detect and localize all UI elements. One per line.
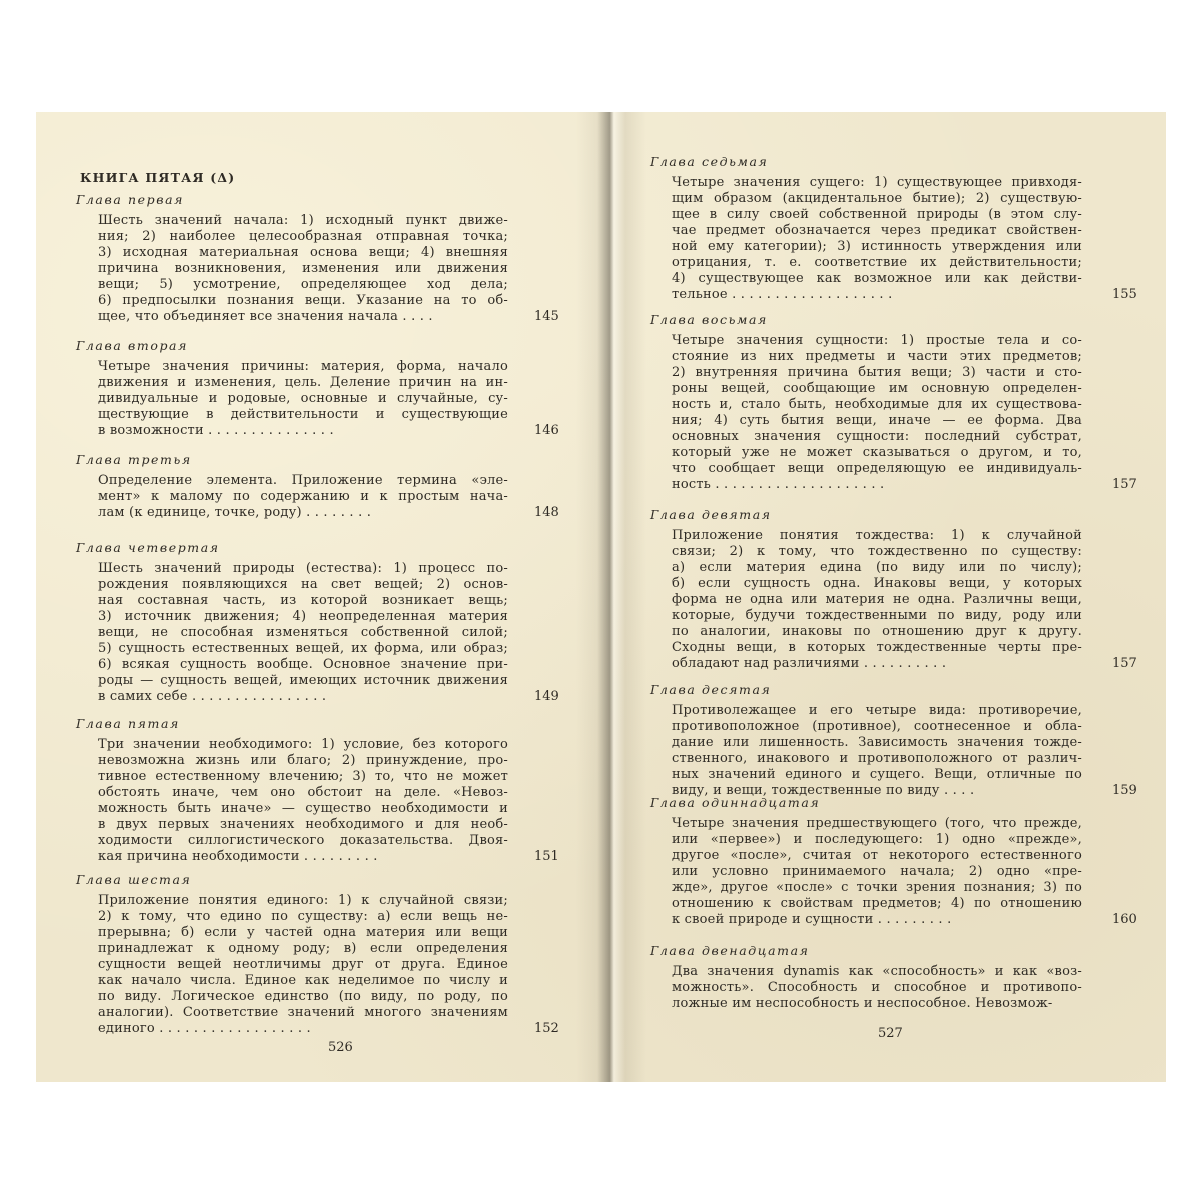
entry-line: Шесть значений природы (естества): 1) процесс по- xyxy=(98,561,508,576)
chapter-title: Глава пятая xyxy=(76,716,180,731)
entry-line: мент» к малому по содержанию и к простым нача- xyxy=(98,489,508,504)
entry-page-number: 149 xyxy=(534,689,559,704)
entry-line: прерывна; б) если у частей одна материя или вещи xyxy=(98,925,508,940)
entry-line: кая причина необходимости . . . . . . . . . xyxy=(98,849,378,864)
entry-line: основных значения сущности: последний субстрат, xyxy=(672,429,1082,444)
entry-line: Сходны вещи, в которых тождественные черты пре- xyxy=(672,640,1082,655)
entry-line: дивидуальные и родовые, основные и случайные, су- xyxy=(98,391,508,406)
chapter-title: Глава первая xyxy=(76,192,185,207)
right-page xyxy=(650,112,1150,1082)
entry-page-number: 145 xyxy=(534,309,559,324)
entry-line: ность . . . . . . . . . . . . . . . . . . . . xyxy=(672,477,885,492)
entry-line: жде», другое «после» с точки зрения познания; 3) по xyxy=(672,880,1082,895)
entry-line: или условно принимаемого начала; 2) одно «пре- xyxy=(672,864,1082,879)
chapter-title: Глава шестая xyxy=(76,872,192,887)
entry-line: Приложение понятия тождества: 1) к случайной xyxy=(672,528,1082,543)
entry-page-number: 157 xyxy=(1112,477,1137,492)
entry-line: можность быть иначе» — существо необходимости и xyxy=(98,801,508,816)
entry-line: обстоять иначе, чем оно обстоит на деле. «Невоз- xyxy=(98,785,508,800)
entry-line: ность и, стало быть, необходимые для их существова- xyxy=(672,397,1082,412)
entry-line: 4) существующее как возможное или как действи- xyxy=(672,271,1082,286)
chapter-title: Глава десятая xyxy=(650,682,772,697)
chapter-title: Глава девятая xyxy=(650,507,772,522)
chapter-title: Глава двенадцатая xyxy=(650,943,810,958)
chapter-title: Глава четвертая xyxy=(76,540,220,555)
entry-line: Четыре значения сущности: 1) простые тела и со- xyxy=(672,333,1082,348)
entry-page-number: 155 xyxy=(1112,287,1137,302)
entry-line: Два значения dynamis как «способность» и как «воз- xyxy=(672,964,1082,979)
entry-line: роды — сущность вещей, имеющих источник движения xyxy=(98,673,508,688)
entry-line: сущности вещей неотличимы друг от друга. Единое xyxy=(98,957,508,972)
chapter-title: Глава третья xyxy=(76,452,192,467)
entry-line: ложные им неспособность и неспособное. Невозмож- xyxy=(672,996,1053,1011)
entry-line: дание или лишенность. Зависимость значения тожде- xyxy=(672,735,1082,750)
entry-line: к своей природе и сущности . . . . . . . . . xyxy=(672,912,952,927)
entry-line: ния; 4) суть бытия вещи, иначе — ее форма. Два xyxy=(672,413,1082,428)
entry-line: в двух первых значениях необходимого и для необ- xyxy=(98,817,508,832)
entry-line: ных значений единого и сущего. Вещи, отличные по xyxy=(672,767,1082,782)
entry-line: лам (к единице, точке, роду) . . . . . . . . xyxy=(98,505,372,520)
left-page xyxy=(76,112,566,1082)
page-folio: 526 xyxy=(328,1040,353,1055)
entry-line: вещи, не способная изменяться собственной силой; xyxy=(98,625,508,640)
entry-line: которые, будучи тождественными по виду, роду или xyxy=(672,608,1082,623)
entry-line: рождения появляющихся на свет вещей; 2) основ- xyxy=(98,577,508,592)
entry-line: аналогии). Соответствие значений многого значениям xyxy=(98,1005,508,1020)
entry-line: который уже не может сказываться о другом, и то, xyxy=(672,445,1082,460)
entry-page-number: 148 xyxy=(534,505,559,520)
entry-line: в самих себе . . . . . . . . . . . . . . . . xyxy=(98,689,327,704)
entry-line: отрицания, т. е. соответствие их действительности; xyxy=(672,255,1082,270)
entry-page-number: 146 xyxy=(534,423,559,438)
chapter-title: Глава восьмая xyxy=(650,312,768,327)
chapter-title: Глава вторая xyxy=(76,338,188,353)
entry-line: что сообщает вещи определяющую ее индивидуаль- xyxy=(672,461,1082,476)
entry-line: Четыре значения предшествующего (того, что прежде, xyxy=(672,816,1082,831)
entry-line: ходимости силлогистического доказательства. Двоя- xyxy=(98,833,508,848)
entry-line: отношению к свойствам предметов; 4) по отношению xyxy=(672,896,1082,911)
page-folio: 527 xyxy=(878,1026,903,1041)
entry-page-number: 151 xyxy=(534,849,559,864)
entry-line: Четыре значения причины: материя, форма, начало xyxy=(98,359,508,374)
entry-line: ществующие в действительности и существующие xyxy=(98,407,508,422)
entry-line: Три значении необходимого: 1) условие, без которого xyxy=(98,737,508,752)
entry-line: 3) источник движения; 4) неопределенная материя xyxy=(98,609,508,624)
entry-line: можность». Способность и способное и противопо- xyxy=(672,980,1082,995)
entry-line: принадлежат к одному роду; в) если определения xyxy=(98,941,508,956)
entry-line: Определение элемента. Приложение термина «эле- xyxy=(98,473,508,488)
entry-line: б) если сущность одна. Инаковы вещи, у которых xyxy=(672,576,1082,591)
entry-line: противоположное (противное), соотнесенное и обла- xyxy=(672,719,1082,734)
book-spread xyxy=(36,112,1166,1082)
entry-line: Противолежащее и его четыре вида: противоречие, xyxy=(672,703,1082,718)
entry-line: невозможна жизнь или благо; 2) принуждение, про- xyxy=(98,753,508,768)
entry-page-number: 157 xyxy=(1112,656,1137,671)
entry-line: ния; 2) наиболее целесообразная отправная точка; xyxy=(98,229,508,244)
entry-line: по виду. Логическое единство (по виду, по роду, по xyxy=(98,989,508,1004)
entry-line: или «первее») и последующего: 1) одно «прежде», xyxy=(672,832,1082,847)
entry-line: а) если материя едина (по виду или по числу); xyxy=(672,560,1082,575)
entry-line: щее в силу своей собственной природы (в этом слу- xyxy=(672,207,1082,222)
entry-line: Четыре значения сущего: 1) существующее привходя- xyxy=(672,175,1082,190)
entry-line: движения и изменения, цель. Деление причин на ин- xyxy=(98,375,508,390)
entry-line: 3) исходная материальная основа вещи; 4) внешняя xyxy=(98,245,508,260)
entry-page-number: 159 xyxy=(1112,783,1137,798)
entry-line: 6) предпосылки познания вещи. Указание на то об- xyxy=(98,293,508,308)
entry-line: тивное естественному влечению; 3) то, что не может xyxy=(98,769,508,784)
chapter-title: Глава седьмая xyxy=(650,154,769,169)
entry-line: единого . . . . . . . . . . . . . . . . . . xyxy=(98,1021,311,1036)
entry-line: ной ему категории); 3) истинность утверждения или xyxy=(672,239,1082,254)
entry-line: Приложение понятия единого: 1) к случайной связи; xyxy=(98,893,508,908)
entry-line: 2) внутренняя причина бытия вещи; 3) части и сто- xyxy=(672,365,1082,380)
chapter-title: Глава одиннадцатая xyxy=(650,795,821,810)
entry-line: по аналогии, инаковы по отношению друг к другу. xyxy=(672,624,1082,639)
entry-line: тельное . . . . . . . . . . . . . . . . . . . xyxy=(672,287,893,302)
entry-line: чае предмет обозначается через предикат свойствен- xyxy=(672,223,1082,238)
entry-line: форма не одна или материя не одна. Различны вещи, xyxy=(672,592,1082,607)
entry-line: роны вещей, сообщающие им основную определен- xyxy=(672,381,1082,396)
entry-line: ственного, инакового и противоположного от различ- xyxy=(672,751,1082,766)
entry-line: 5) сущность естественных вещей, их форма, или образ; xyxy=(98,641,508,656)
entry-line: обладают над различиями . . . . . . . . . . xyxy=(672,656,947,671)
entry-line: как начало числа. Единое как неделимое по числу и xyxy=(98,973,508,988)
entry-line: виду, и вещи, тождественные по виду . . . . xyxy=(672,783,975,798)
entry-line: 6) всякая сущность вообще. Основное значение при- xyxy=(98,657,508,672)
entry-line: щим образом (акцидентальное бытие); 2) существую- xyxy=(672,191,1082,206)
entry-line: стояние из них предметы и части этих предметов; xyxy=(672,349,1082,364)
entry-line: в возможности . . . . . . . . . . . . . . . xyxy=(98,423,334,438)
entry-line: причина возникновения, изменения или движения xyxy=(98,261,508,276)
entry-page-number: 152 xyxy=(534,1021,559,1036)
entry-line: вещи; 5) усмотрение, определяющее ход дела; xyxy=(98,277,508,292)
book-gutter-shadow xyxy=(576,112,646,1082)
entry-line: щее, что объединяет все значения начала . . . . xyxy=(98,309,433,324)
entry-line: 2) к тому, что едино по существу: а) если вещь не- xyxy=(98,909,508,924)
entry-line: связи; 2) к тому, что тождественно по существу: xyxy=(672,544,1082,559)
entry-line: Шесть значений начала: 1) исходный пункт движе- xyxy=(98,213,508,228)
book-heading: КНИГА ПЯТАЯ (Δ) xyxy=(80,170,236,185)
entry-page-number: 160 xyxy=(1112,912,1137,927)
entry-line: ная составная часть, из которой возникает вещь; xyxy=(98,593,508,608)
entry-line: другое «после», считая от некоторого естественного xyxy=(672,848,1082,863)
